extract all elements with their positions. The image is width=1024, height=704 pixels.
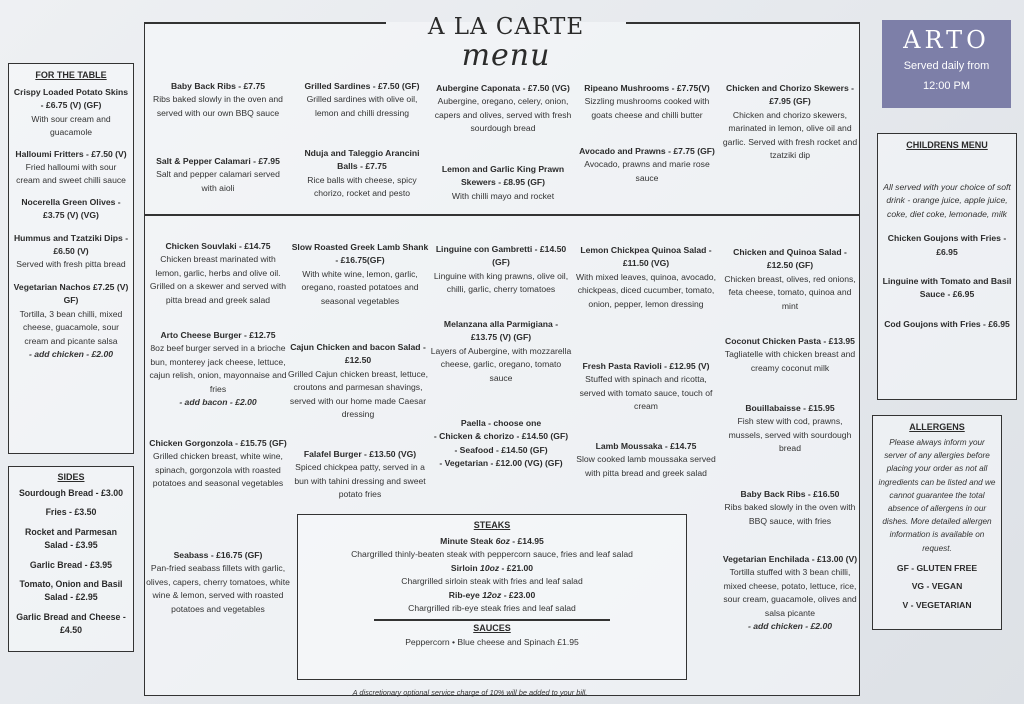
starter-desc: Aubergine, oregano, celery, onion, capers and olives, served with fresh sourdough bread [434, 96, 572, 134]
table-item-extra: - add chicken - £2.00 [28, 348, 114, 359]
main-desc: Fish stew with cod, prawns, mussels, served with sourdough bread [728, 416, 852, 454]
main-name: Vegetarian Enchilada - £13.00 (V) [722, 554, 858, 564]
steak-weight: 6oz [495, 536, 510, 546]
main-desc: Linguine with king prawns, olive oil, chilli, garlic, cherry tomatoes [433, 270, 569, 295]
starter-item [294, 147, 430, 201]
main-desc: With white wine, lemon, garlic, oregano, roasted potatoes and seasonal vegetables [301, 268, 419, 306]
allergens-box [872, 415, 1002, 630]
sauces-list: Peppercorn • Blue cheese and Spinach £1.95 [405, 636, 579, 647]
steak-desc: Chargrilled rib-eye steak fries and leaf salad [408, 603, 576, 614]
starter-item [722, 82, 858, 162]
main-item [290, 448, 430, 502]
main-item [430, 318, 572, 385]
main-desc: Tortilla stuffed with 3 bean chilli, mixed cheese, potato, lettuce, rice, sour cream, guacamole, olives and salsa picante [723, 567, 857, 618]
serving-hours-line1: Served daily from [903, 60, 990, 72]
allergen-key: V - VEGETARIAN [902, 599, 972, 610]
starter-item [294, 80, 430, 120]
side-item: Garlic Bread - £3.95 [29, 559, 113, 570]
main-item [148, 437, 288, 491]
divider-starters-mains [144, 214, 860, 216]
starter-name: Ripeano Mushrooms - £7.75(V) [584, 83, 710, 93]
sides-box [8, 466, 134, 652]
table-item-name: Vegetarian Nachos £7.25 (V) GF) [13, 281, 129, 306]
main-name: Slow Roasted Greek Lamb Shank - £16.75(GF) [291, 242, 429, 266]
serving-hours-line2: 12:00 PM [922, 80, 971, 92]
table-item-desc: With sour cream and guacamole [31, 113, 111, 138]
starter-name: Baby Back Ribs - £7.75 [170, 81, 266, 91]
frame-top-right-line [626, 22, 860, 24]
table-item-name: Hummus and Tzatziki Dips - £6.50 (V) [13, 232, 129, 257]
starter-desc: Grilled sardines with olive oil, lemon and chilli dressing [306, 94, 418, 118]
side-item: Sourdough Bread - £3.00 [18, 488, 124, 498]
starter-item [150, 80, 286, 120]
main-item [290, 241, 430, 308]
childrens-menu-header: CHILDRENS MENU [906, 140, 988, 150]
main-name: Bouillabaisse - £15.95 [745, 403, 835, 413]
starter-desc: Salt and pepper calamari served with aioli [156, 169, 280, 193]
sides-header: SIDES [57, 472, 85, 482]
main-item [428, 417, 574, 471]
frame-top-left-line [144, 22, 386, 24]
starter-name: Lemon and Garlic King Prawn Skewers - £8.95 (GF) [441, 164, 565, 188]
main-name: Seabass - £16.75 (GF) [173, 550, 263, 560]
table-item-name: Halloumi Fritters - £7.50 (V) [15, 148, 127, 159]
main-item [720, 335, 860, 375]
for-the-table-header: FOR THE TABLE [35, 70, 107, 80]
main-name: Lamb Moussaka - £14.75 [595, 441, 697, 451]
steak-title [298, 589, 686, 602]
table-item-desc: Tortilla, 3 bean chilli, mixed cheese, guacamole, sour cream and picante salsa [19, 308, 123, 346]
steak-price: - £23.00 [503, 589, 536, 600]
main-desc: Ribs baked slowly in the oven with BBQ sauce, with fries [724, 502, 856, 526]
main-desc: Chicken breast, olives, red onions, feta cheese, tomato, quinoa and mint [724, 273, 856, 311]
starter-name: Nduja and Taleggio Arancini Balls - £7.75 [304, 148, 420, 172]
main-desc: Grilled Cajun chicken breast, lettuce, croutons and parmesan shavings, served with our home made Caesar dressing [288, 368, 428, 420]
steak-name: Sirloin [450, 562, 478, 573]
allergen-key: VG - VEGAN [911, 581, 963, 592]
starter-name: Grilled Sardines - £7.50 (GF) [304, 81, 420, 91]
starter-name: Salt & Pepper Calamari - £7.95 [156, 156, 280, 166]
for-the-table-box [8, 63, 134, 454]
starter-item [576, 145, 718, 185]
main-desc: 8oz beef burger served in a brioche bun, monterey jack cheese, lettuce, cajun relish, onion, mayonnaise and fries [149, 343, 287, 394]
starter-item [148, 155, 288, 195]
steaks-header: STEAKS [473, 520, 511, 530]
main-item [148, 329, 288, 409]
main-extra: - add bacon - £2.00 [179, 397, 257, 408]
main-desc: Slow cooked lamb moussaka served with pitta bread and greek salad [576, 454, 716, 478]
main-name: Melanzana alla Parmigiana - £13.75 (V) (GF) [443, 319, 559, 343]
main-name: Arto Cheese Burger - £12.75 [160, 330, 276, 340]
paella-option: - Vegetarian - £12.00 (VG) (GF) [439, 458, 563, 469]
main-desc: Pan-fried seabass fillets with garlic, olives, capers, cherry tomatoes, white wine & lemon, served with roasted potatoes and vegetables [146, 563, 290, 614]
steak-title [298, 535, 686, 548]
main-name: Chicken Gorgonzola - £15.75 (GF) [149, 438, 287, 448]
main-item [720, 246, 860, 313]
starter-item [432, 82, 574, 136]
main-name: Chicken and Quinoa Salad - £12.50 (GF) [733, 247, 847, 271]
paella-option: - Seafood - £14.50 (GF) [454, 444, 548, 455]
starter-name: Avocado and Prawns - £7.75 (GF) [579, 146, 715, 156]
starter-desc: Rice balls with cheese, spicy chorizo, rocket and pesto [307, 174, 417, 199]
table-item-name: Nocerella Green Olives - £3.75 (V) (VG) [21, 196, 121, 221]
steak-desc: Chargrilled sirloin steak with fries and leaf salad [401, 576, 583, 587]
steak-price: - £21.00 [501, 562, 534, 573]
allergens-text: Please always inform your server of any allergies before placing your order as not all ingredients can be listed and we cannot guarantee the total absence of allergens in our dishes. More detailed allergen information is available on request. [878, 438, 996, 553]
main-name: Paella - choose one [460, 418, 542, 428]
side-item: Garlic Bread and Cheese - £4.50 [16, 611, 126, 636]
main-item [720, 488, 860, 528]
steak-weight: 12oz [482, 589, 502, 600]
main-item [286, 341, 430, 421]
main-name: Coconut Chicken Pasta - £13.95 [725, 336, 855, 346]
starter-desc: Avocado, prawns and marie rose sauce [584, 159, 710, 183]
main-name: Baby Back Ribs - £16.50 [740, 489, 840, 499]
table-item-name: Crispy Loaded Potato Skins - £6.75 (V) (GF) [13, 87, 129, 111]
main-desc: Layers of Aubergine, with mozzarella cheese, garlic, oregano, tomato sauce [430, 345, 572, 383]
main-item [576, 440, 716, 480]
starter-desc: With chilli mayo and rocket [451, 190, 555, 201]
starter-desc: Ribs baked slowly in the oven and served with our own BBQ sauce [153, 94, 283, 118]
starter-desc: Chicken and chorizo skewers, marinated in lemon, olive oil and garlic. Served with fresh rocket and tzatziki dip [722, 109, 858, 161]
main-name: Falafel Burger - £13.50 (VG) [303, 449, 417, 459]
childrens-menu-box [877, 133, 1017, 400]
main-item [146, 549, 290, 616]
main-desc: Spiced chickpea patty, served in a bun with tahini dressing and sweet potato fries [294, 462, 426, 500]
starter-name: Aubergine Caponata - £7.50 (VG) [436, 83, 570, 93]
steak-weight: 10oz [480, 562, 500, 573]
sauces-header: SAUCES [473, 622, 511, 633]
menu-subtitle: menu [461, 38, 551, 73]
starter-desc: Sizzling mushrooms cooked with goats cheese and chilli butter [584, 96, 710, 120]
allergens-header: ALLERGENS [909, 422, 965, 432]
main-desc: Chicken breast marinated with lemon, garlic, herbs and olive oil. Grilled on a skewer and served with pitta bread and greek salad [149, 254, 287, 305]
main-extra: - add chicken - £2.00 [747, 621, 833, 632]
main-name: Cajun Chicken and bacon Salad - £12.50 [290, 342, 426, 366]
main-item [574, 360, 718, 414]
main-desc: Grilled chicken breast, white wine, spinach, gorgonzola with roasted potatoes and seasonal vegetables [152, 451, 284, 489]
arto-banner [882, 20, 1011, 108]
steak-name: Minute Steak [440, 536, 494, 546]
paella-option: - Chicken & chorizo - £14.50 (GF) [433, 431, 569, 442]
steak-title [298, 562, 686, 575]
side-item: Fries - £3.50 [45, 507, 97, 518]
service-charge-note: A discretionary optional service charge of 10% will be added to your bill. [352, 688, 588, 697]
main-name: Linguine con Gambretti - £14.50 (GF) [435, 244, 567, 268]
childrens-menu-intro: All served with your choice of soft drink - orange juice, apple juice, coke, diet coke, lemonade, milk [883, 182, 1011, 219]
main-desc: Stuffed with spinach and ricotta, served with tomato sauce, touch of cream [579, 374, 713, 412]
table-item-desc: Fried halloumi with sour cream and sweet chilli sauce [16, 162, 126, 186]
childrens-item: Cod Goujons with Fries - £6.95 [884, 318, 1010, 329]
table-item-desc: Served with fresh pitta bread [16, 259, 126, 270]
steaks-box [297, 514, 687, 680]
main-desc: Tagliatelle with chicken breast and creamy coconut milk [724, 349, 856, 373]
menu-title: A LA CARTE [427, 14, 585, 40]
side-item: Rocket and Parmesan Salad - £3.95 [25, 526, 117, 551]
steak-price: - £14.95 [512, 536, 544, 546]
steak-desc: Chargrilled thinly-beaten steak with peppercorn sauce, fries and leaf salad [351, 549, 633, 560]
main-item [148, 240, 288, 307]
allergen-key: GF - GLUTEN FREE [896, 562, 978, 573]
side-item: Tomato, Onion and Basil Salad - £2.95 [19, 579, 123, 603]
main-name: Chicken Souvlaki - £14.75 [165, 241, 271, 251]
starter-item [576, 82, 718, 122]
starter-item [432, 163, 574, 203]
main-item [720, 553, 860, 633]
main-name: Fresh Pasta Ravioli - £12.95 (V) [582, 361, 710, 371]
steak-name: Rib-eye [448, 589, 480, 600]
main-item [430, 243, 572, 297]
childrens-item: Linguine with Tomato and Basil Sauce - £6.95 [882, 276, 1012, 300]
restaurant-name: ARTO [903, 26, 990, 54]
main-name: Lemon Chickpea Quinoa Salad - £11.50 (VG) [580, 245, 712, 269]
main-item [720, 402, 860, 456]
sauces-divider [374, 619, 610, 621]
main-item [574, 244, 718, 311]
childrens-item: Chicken Goujons with Fries - £6.95 [887, 233, 1007, 257]
starter-name: Chicken and Chorizo Skewers - £7.95 (GF) [726, 83, 854, 107]
main-desc: With mixed leaves, quinoa, avocado, chickpeas, diced cucumber, tomato, onion, pepper, lemon dressing [576, 271, 716, 309]
